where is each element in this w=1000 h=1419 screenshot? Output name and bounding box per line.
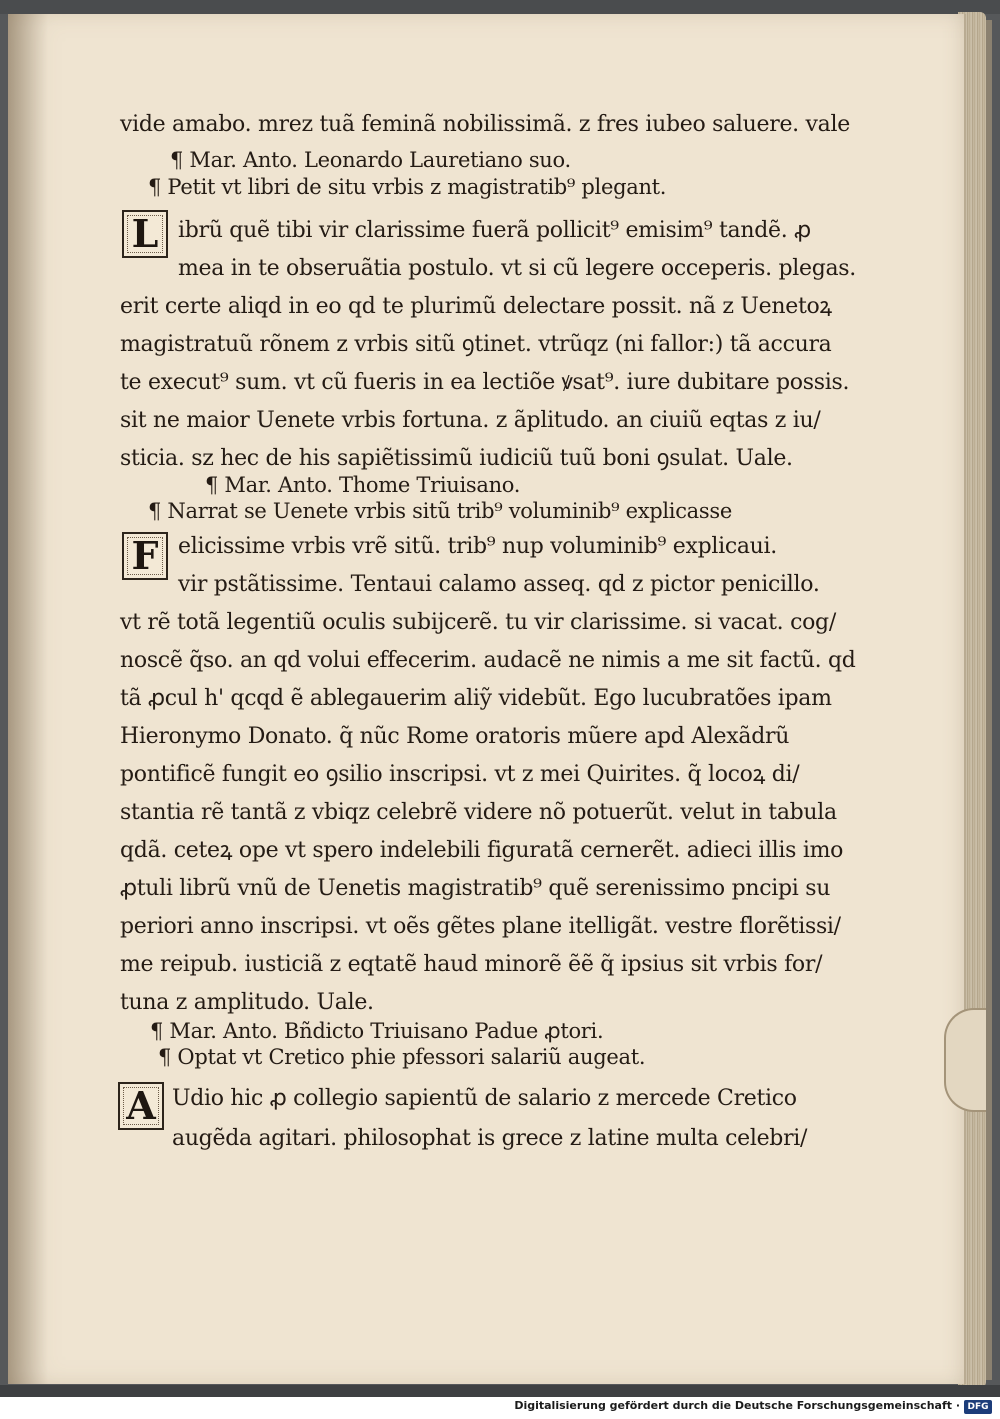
text-line: erit certe aliqd in eo qd te plurimũ delectare possit. nã z Uenetoꝝ — [120, 294, 832, 319]
letter-summary: ¶ Petit vt libri de situ vrbis z magistratib⁹ plegant. — [148, 175, 667, 199]
text-line: sticia. sz hec de his sapiẽtissimũ iudiciũ tuũ boni ꝯsulat. Uale. — [120, 446, 793, 471]
text-line: pontificẽ fungit eo ꝯsilio inscripsi. vt z mei Quirites. q̃ locoꝝ di/ — [120, 762, 800, 787]
text-line: me reipub. iusticiã z eqtatẽ haud minorẽ ẽẽ q̃ ipsius sit vrbis for/ — [120, 952, 823, 977]
text-line: vir pstãtissime. Tentaui calamo asseq. qd z pictor penicillo. — [178, 572, 820, 597]
initial-letter: A — [118, 1082, 164, 1130]
dfg-logo: DFG — [964, 1400, 992, 1414]
text-line: tuna z amplitudo. Uale. — [120, 990, 374, 1015]
funding-credit: Digitalisierung gefördert durch die Deutsche Forschungsgemeinschaft · — [514, 1399, 960, 1412]
text-line: stantia rẽ tantã z vbiqz celebrẽ videre nõ potuerũt. velut in tabula — [120, 800, 837, 825]
letter-heading: ¶ Mar. Anto. Bñdicto Triuisano Padue ꝓtori. — [150, 1019, 604, 1043]
text-line: vide amabo. mrez tuã feminã nobilissimã. z fres iubeo saluere. vale — [120, 112, 850, 137]
letter-heading: ¶ Mar. Anto. Thome Triuisano. — [205, 473, 521, 497]
initial-letter: F — [122, 532, 168, 580]
text-line: noscẽ q̃so. an qd volui effecerim. audacẽ ne nimis a me sit factũ. qd — [120, 648, 856, 673]
text-line: elicissime vrbis vrẽ sitũ. trib⁹ nup voluminib⁹ explicaui. — [178, 534, 777, 559]
letter-summary: ¶ Narrat se Uenete vrbis sitũ trib⁹ voluminib⁹ explicasse — [148, 499, 732, 523]
text-line: vt rẽ totã legentiũ oculis subijcerẽ. tu vir clarissime. si vacat. cog/ — [120, 610, 836, 635]
text-line: magistratuũ rõnem z vrbis sitũ ꝯtinet. vtrũqz (ni fallor:) tã accura — [120, 332, 832, 357]
text-line: tã ꝓcul h' qcqd ẽ ablegauerim aliỹ videbũt. Ego lucubratões ipam — [120, 686, 832, 711]
letter-heading: ¶ Mar. Anto. Leonardo Lauretiano suo. — [170, 148, 571, 172]
text-line: periori anno inscripsi. vt oẽs gẽtes plane itelligãt. vestre florẽtissi/ — [120, 914, 841, 939]
text-line: augẽda agitari. philosophat is grece z latine multa celebri/ — [172, 1126, 808, 1151]
text-line: Hieronymo Donato. q̃ nũc Rome oratoris mũere apd Alexãdrũ — [120, 724, 790, 749]
text-line: ibrũ quẽ tibi vir clarissime fuerã pollicit⁹ emisim⁹ tandẽ. ꝓ — [178, 218, 811, 243]
text-line: ꝓtuli librũ vnũ de Uenetis magistratib⁹ quẽ serenissimo pncipi su — [120, 876, 831, 901]
text-line: sit ne maior Uenete vrbis fortuna. z ãplitudo. an ciuiũ eqtas z iu/ — [120, 408, 821, 433]
text-line: mea in te obseruãtia postulo. vt si cũ legere occeperis. plegas. — [178, 256, 856, 281]
letter-summary: ¶ Optat vt Cretico phie pfessori salariũ augeat. — [158, 1045, 646, 1069]
text-line: qdã. ceteꝝ ope vt spero indelebili figuratã cernerẽt. adieci illis imo — [120, 838, 844, 863]
text-line: te execut⁹ sum. vt cũ fueris in ea lectiõe ꝟsat⁹. iure dubitare possis. — [120, 370, 850, 395]
initial-letter: L — [122, 210, 168, 258]
text-line: Udio hic ꝓ collegio sapientũ de salario z mercede Cretico — [172, 1086, 797, 1111]
